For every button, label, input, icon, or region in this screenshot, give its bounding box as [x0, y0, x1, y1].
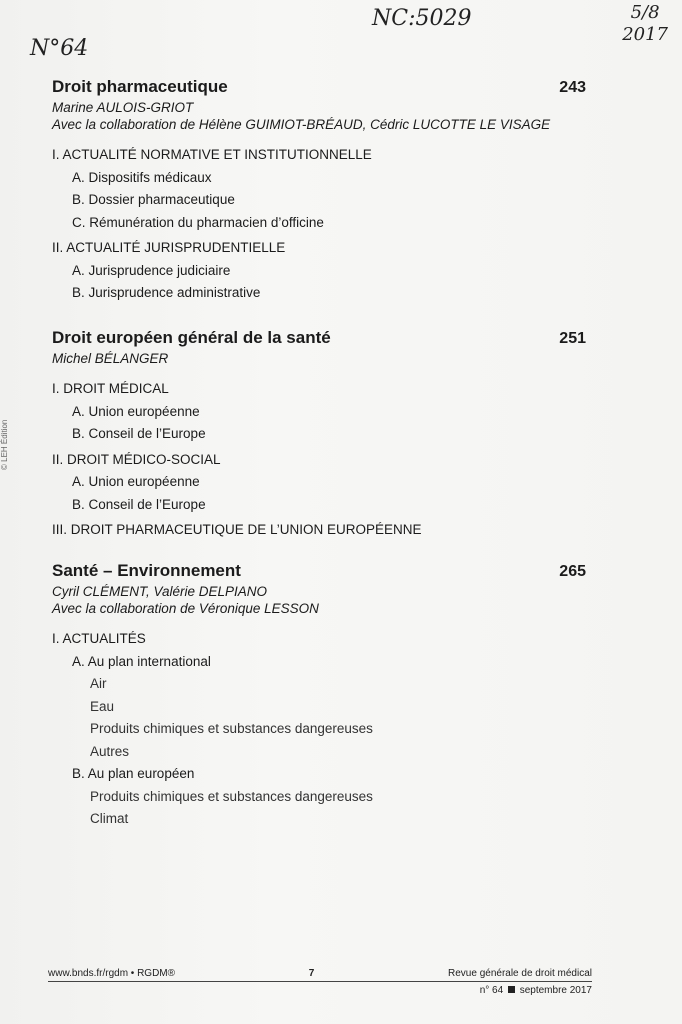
- square-bullet-icon: [508, 986, 515, 993]
- footer-issue-date: septembre 2017: [519, 985, 592, 996]
- footer-website: www.bnds.fr/rgdm • RGDM®: [48, 968, 176, 979]
- toc-subheading: A. Union européenne: [72, 474, 200, 489]
- handwritten-date-line1: 5/8: [630, 2, 660, 23]
- toc-subheading: B. Dossier pharmaceutique: [72, 192, 235, 207]
- toc-entry: Climat: [90, 811, 129, 826]
- section-collaboration: Avec la collaboration de Véronique LESSON: [52, 601, 319, 616]
- toc-subheading: B. Au plan européen: [72, 766, 195, 781]
- section-author: Michel BÉLANGER: [52, 351, 169, 366]
- handwritten-reference: NC:5029: [372, 6, 472, 31]
- toc-section-droit-pharmaceutique: [52, 77, 592, 305]
- toc-subheading: A. Union européenne: [72, 403, 200, 419]
- page-footer: [48, 968, 592, 996]
- toc-entry: Produits chimiques et substances dangereuses: [90, 721, 373, 736]
- toc-subheading: A. Au plan international: [72, 653, 211, 669]
- section-collaboration: Avec la collaboration de Hélène GUIMIOT-BRÉAUD, Cédric LUCOTTE LE VISAGE: [52, 117, 551, 132]
- section-title: Droit européen général de la santé: [52, 328, 331, 347]
- toc-subheading: B. Jurisprudence administrative: [72, 285, 261, 300]
- toc-heading: III. DROIT PHARMACEUTIQUE DE L’UNION EUROPÉENNE: [52, 522, 422, 537]
- section-header: [52, 328, 592, 348]
- footer-journal: Revue générale de droit médical: [448, 968, 592, 979]
- footer-issue: [48, 985, 592, 996]
- toc-heading: I. ACTUALITÉ NORMATIVE ET INSTITUTIONNELLE: [52, 147, 372, 162]
- handwritten-date: [622, 2, 668, 46]
- toc-subheading: C. Rémunération du pharmacien d’officine: [72, 214, 324, 230]
- section-title: Santé – Environnement: [52, 561, 241, 580]
- handwritten-date-line2: 2017: [622, 24, 668, 45]
- toc-section-droit-europeen: [52, 328, 592, 542]
- handwritten-issue-number: N°64: [30, 36, 89, 61]
- toc-entry: Produits chimiques et substances dangereuses: [90, 788, 373, 804]
- footer-page-number: 7: [308, 968, 315, 979]
- toc-subheading: B. Conseil de l’Europe: [72, 496, 206, 512]
- toc-subheading: A. Jurisprudence judiciaire: [72, 262, 231, 278]
- footer-issue-number: n° 64: [479, 985, 504, 996]
- section-title: Droit pharmaceutique: [52, 77, 228, 96]
- toc-subheading: A. Dispositifs médicaux: [72, 169, 212, 185]
- section-author: Cyril CLÉMENT, Valérie DELPIANO: [52, 584, 268, 599]
- toc-heading: II. DROIT MÉDICO-SOCIAL: [52, 451, 221, 467]
- section-page-number: 251: [559, 330, 586, 347]
- side-credit: © LEH Édition: [0, 419, 9, 470]
- section-author: Marine AULOIS-GRIOT: [52, 100, 194, 115]
- toc-heading: I. ACTUALITÉS: [52, 631, 146, 646]
- section-header: [52, 77, 592, 97]
- toc-subheading: B. Conseil de l’Europe: [72, 426, 206, 441]
- toc-heading: II. ACTUALITÉ JURISPRUDENTIELLE: [52, 240, 286, 255]
- toc-heading: I. DROIT MÉDICAL: [52, 381, 169, 396]
- section-page-number: 265: [559, 563, 586, 580]
- toc-entry: Eau: [90, 698, 115, 714]
- section-header: [52, 561, 592, 581]
- section-page-number: 243: [559, 79, 586, 96]
- toc-entry: Air: [90, 676, 107, 691]
- toc-entry: Autres: [90, 743, 130, 759]
- toc-section-sante-environnement: [52, 561, 592, 831]
- footer-rule: [48, 981, 592, 982]
